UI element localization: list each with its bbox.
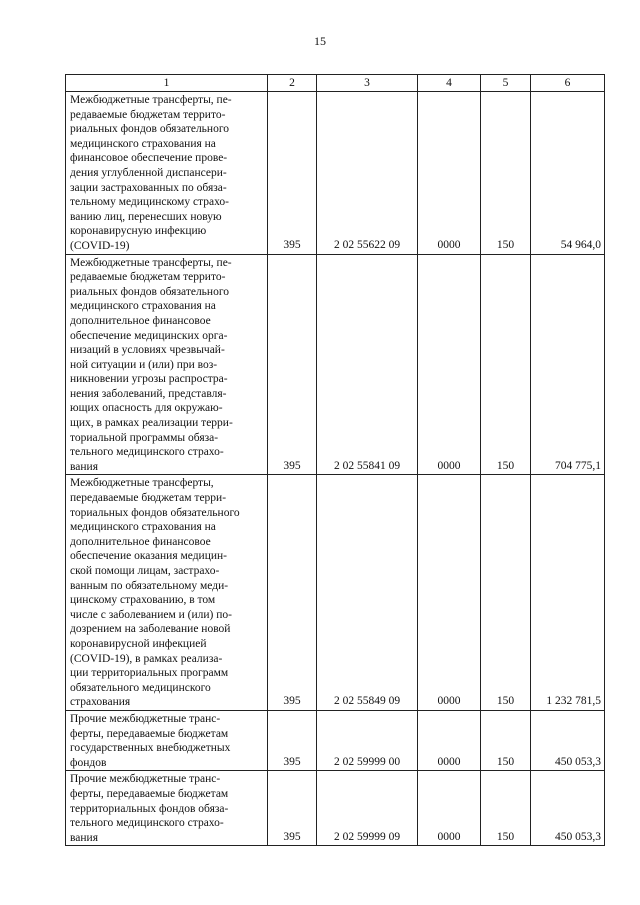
column-header: 3 <box>317 75 418 92</box>
row-subcode: 0000 <box>418 254 481 475</box>
row-kosgu: 150 <box>481 475 531 711</box>
row-subcode: 0000 <box>418 475 481 711</box>
row-admin-code: 395 <box>268 254 317 475</box>
row-amount: 450 053,3 <box>531 710 605 770</box>
row-description: Межбюджетные трансферты, пе- редаваемые бюджетам террито- риальных фондов обязательного медицинского страхования на дополнительное финансовое обеспечение медицинских орга- низаций в условиях чрезвычай- ной ситуации и (или) при воз- никновении угрозы распростра- нения заболеваний, представля- ющих опасность для окружаю- щих, в рамках реализации терри- ториальной программы обяза- тельного медицинского страхо- вания <box>66 254 268 475</box>
row-admin-code: 395 <box>268 710 317 770</box>
column-header: 2 <box>268 75 317 92</box>
row-income-code: 2 02 55849 09 <box>317 475 418 711</box>
table-row <box>66 92 605 255</box>
column-header: 6 <box>531 75 605 92</box>
row-description: Прочие межбюджетные транс- ферты, передаваемые бюджетам государственных внебюджетных фондов <box>66 710 268 770</box>
table-row <box>66 710 605 770</box>
row-amount: 704 775,1 <box>531 254 605 475</box>
row-amount: 54 964,0 <box>531 92 605 255</box>
row-subcode: 0000 <box>418 771 481 846</box>
row-income-code: 2 02 55841 09 <box>317 254 418 475</box>
row-description: Прочие межбюджетные транс- ферты, передаваемые бюджетам территориальных фондов обяза- тельного медицинского страхо- вания <box>66 771 268 846</box>
row-income-code: 2 02 59999 00 <box>317 710 418 770</box>
table-row <box>66 475 605 711</box>
column-header: 5 <box>481 75 531 92</box>
row-kosgu: 150 <box>481 92 531 255</box>
table-row <box>66 254 605 475</box>
row-kosgu: 150 <box>481 771 531 846</box>
column-header: 1 <box>66 75 268 92</box>
row-amount: 1 232 781,5 <box>531 475 605 711</box>
row-income-code: 2 02 55622 09 <box>317 92 418 255</box>
column-header: 4 <box>418 75 481 92</box>
row-kosgu: 150 <box>481 254 531 475</box>
row-description: Межбюджетные трансферты, передаваемые бюджетам терри- ториальных фондов обязательного медицинского страхования на дополнительное финансовое обеспечение оказания медицин- ской помощи лицам, застрахо- ванным по обязательному меди- цинскому страхованию, в том числе с заболеванием и (или) по- дозрением на заболевание новой коронавирусной инфекцией (COVID-19), в рамках реализа- ции территориальных программ обязательного медицинского страхования <box>66 475 268 711</box>
row-admin-code: 395 <box>268 475 317 711</box>
row-description: Межбюджетные трансферты, пе- редаваемые бюджетам террито- риальных фондов обязательного медицинского страхования на финансовое обеспечение прове- дения углубленной диспансери- зации застрахованных по обяза- тельному медицинскому страхо- ванию лиц, перенесших новую коронавирусную инфекцию (COVID-19) <box>66 92 268 255</box>
row-subcode: 0000 <box>418 92 481 255</box>
row-subcode: 0000 <box>418 710 481 770</box>
table-header-row <box>66 75 605 92</box>
row-admin-code: 395 <box>268 771 317 846</box>
budget-table <box>65 74 605 846</box>
row-kosgu: 150 <box>481 710 531 770</box>
row-income-code: 2 02 59999 09 <box>317 771 418 846</box>
table-row <box>66 771 605 846</box>
row-admin-code: 395 <box>268 92 317 255</box>
page-number: 15 <box>314 34 326 48</box>
row-amount: 450 053,3 <box>531 771 605 846</box>
